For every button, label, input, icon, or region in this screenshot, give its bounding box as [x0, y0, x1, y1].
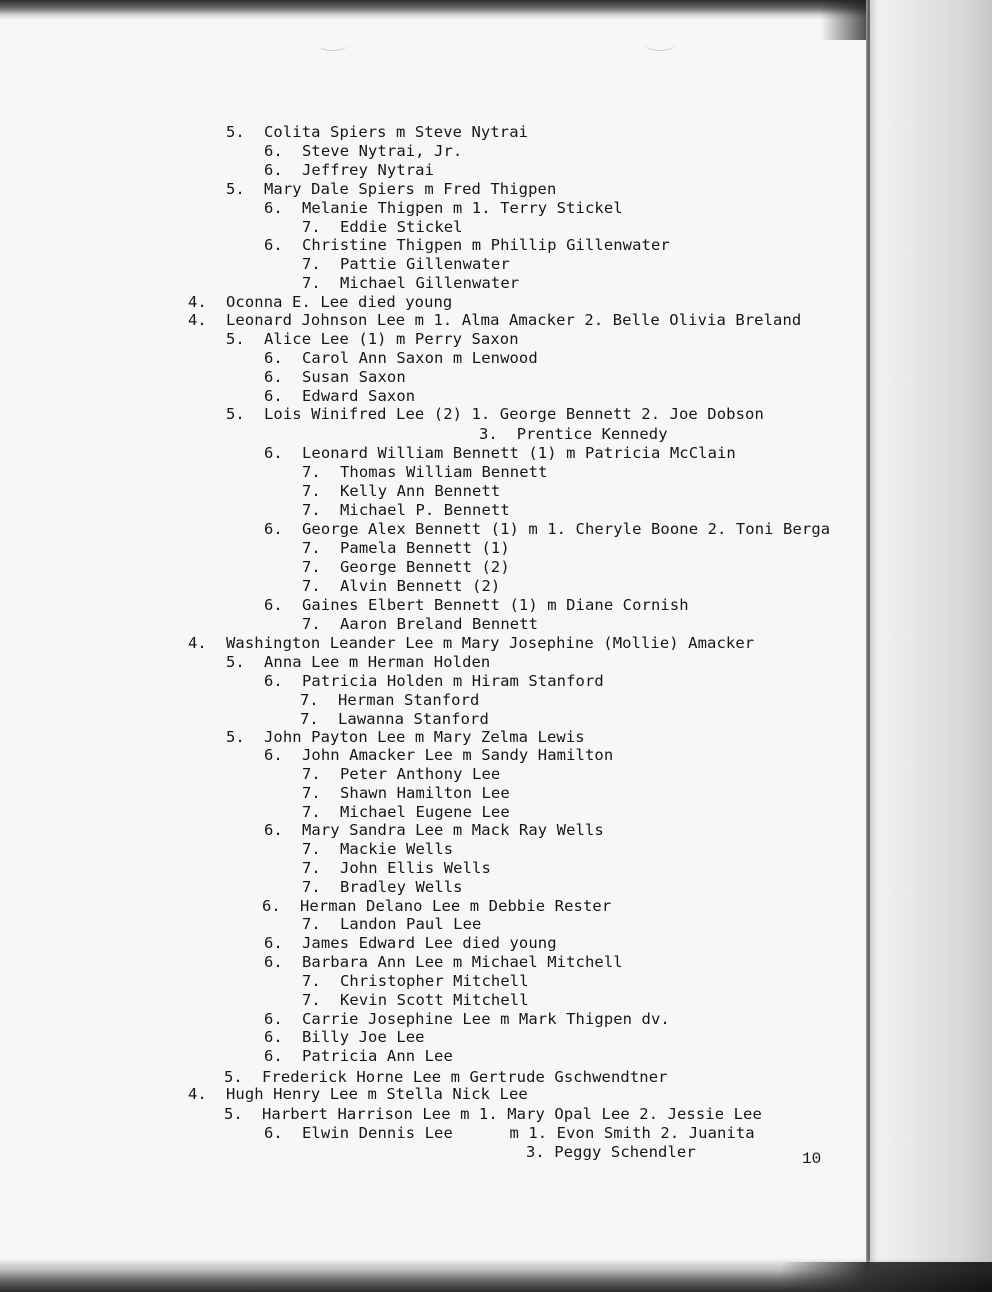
entry-line: 6. Steve Nytrai, Jr. — [264, 142, 463, 160]
entry-line: 6. Edward Saxon — [264, 387, 416, 405]
entry-line: 6. George Alex Bennett (1) m 1. Cheryle Boone 2. Toni Berga — [264, 520, 831, 538]
entry-line: 6. Elwin Dennis Lee m 1. Evon Smith 2. Juanita — [264, 1124, 755, 1142]
entry-line: 6. Jeffrey Nytrai — [264, 161, 435, 179]
entry-line: 4. Washington Leander Lee m Mary Josephine (Mollie) Amacker — [188, 634, 755, 652]
entry-line: 7. Michael P. Bennett — [302, 501, 510, 519]
entry-line: 7. Bradley Wells — [302, 878, 463, 896]
entry-line: 7. Pattie Gillenwater — [302, 255, 510, 273]
entry-line: 7. Aaron Breland Bennett — [302, 615, 539, 633]
entry-line: 7. Shawn Hamilton Lee — [302, 784, 510, 802]
entry-line: 6. Mary Sandra Lee m Mack Ray Wells — [264, 821, 604, 839]
entry-line: 7. Michael Eugene Lee — [302, 803, 510, 821]
entry-line: 6. Christine Thigpen m Phillip Gillenwater — [264, 236, 670, 254]
entry-line: 4. Leonard Johnson Lee m 1. Alma Amacker 2. Belle Olivia Breland — [188, 311, 802, 329]
entry-line: 5. Anna Lee m Herman Holden — [226, 653, 491, 671]
entry-line: 6. James Edward Lee died young — [264, 934, 557, 952]
entry-line: 6. Patricia Ann Lee — [264, 1047, 453, 1065]
entry-line: 3. Peggy Schendler — [526, 1143, 696, 1161]
entry-line: 5. Harbert Harrison Lee m 1. Mary Opal Lee 2. Jessie Lee — [224, 1105, 762, 1123]
entry-line: 6. John Amacker Lee m Sandy Hamilton — [264, 746, 614, 764]
entry-line: 6. Susan Saxon — [264, 368, 406, 386]
entry-line: 6. Carrie Josephine Lee m Mark Thigpen dv. — [264, 1010, 670, 1028]
entry-line: 4. Hugh Henry Lee m Stella Nick Lee — [188, 1085, 528, 1103]
entry-line: 6. Billy Joe Lee — [264, 1028, 425, 1046]
entry-line: 5. Colita Spiers m Steve Nytrai — [226, 123, 529, 141]
entry-line: 7. Alvin Bennett (2) — [302, 577, 501, 595]
entry-line: 7. Kelly Ann Bennett — [302, 482, 501, 500]
entry-line: 5. Alice Lee (1) m Perry Saxon — [226, 330, 519, 348]
entry-line: 7. George Bennett (2) — [302, 558, 510, 576]
entry-line: 7. Pamela Bennett (1) — [302, 539, 510, 557]
entry-line: 7. Christopher Mitchell — [302, 972, 529, 990]
scan-bottom-corner-shadow — [780, 1262, 992, 1292]
entry-line: 7. Mackie Wells — [302, 840, 454, 858]
entry-line: 5. Lois Winifred Lee (2) 1. George Bennett 2. Joe Dobson — [226, 405, 764, 423]
scan-right-edge — [870, 0, 992, 1292]
entry-line: 7. John Ellis Wells — [302, 859, 491, 877]
entry-line: 7. Lawanna Stanford — [300, 710, 489, 728]
entry-line: 7. Kevin Scott Mitchell — [302, 991, 529, 1009]
entry-line: 7. Eddie Stickel — [302, 218, 463, 236]
entry-line: 6. Leonard William Bennett (1) m Patricia McClain — [264, 444, 736, 462]
entry-line: 6. Carol Ann Saxon m Lenwood — [264, 349, 538, 367]
entry-line: 5. Mary Dale Spiers m Fred Thigpen — [226, 180, 557, 198]
page-number: 10 — [802, 1150, 822, 1168]
entry-line: 3. Prentice Kennedy — [479, 425, 668, 443]
entry-line: 6. Herman Delano Lee m Debbie Rester — [262, 897, 612, 915]
entry-line: 7. Michael Gillenwater — [302, 274, 520, 292]
entry-line: 7. Landon Paul Lee — [302, 915, 482, 933]
entry-line: 7. Herman Stanford — [300, 691, 480, 709]
punch-mark-left — [318, 38, 348, 51]
entry-line: 7. Thomas William Bennett — [302, 463, 548, 481]
entry-line: 6. Melanie Thigpen m 1. Terry Stickel — [264, 199, 623, 217]
entry-line: 6. Patricia Holden m Hiram Stanford — [264, 672, 604, 690]
entry-line: 5. John Payton Lee m Mary Zelma Lewis — [226, 728, 585, 746]
entry-line: 4. Oconna E. Lee died young — [188, 293, 453, 311]
entry-line: 6. Barbara Ann Lee m Michael Mitchell — [264, 953, 623, 971]
entry-line: 5. Frederick Horne Lee m Gertrude Gschwendtner — [224, 1068, 668, 1086]
entry-line: 6. Gaines Elbert Bennett (1) m Diane Cornish — [264, 596, 689, 614]
punch-mark-right — [645, 38, 675, 51]
entry-line: 7. Peter Anthony Lee — [302, 765, 501, 783]
